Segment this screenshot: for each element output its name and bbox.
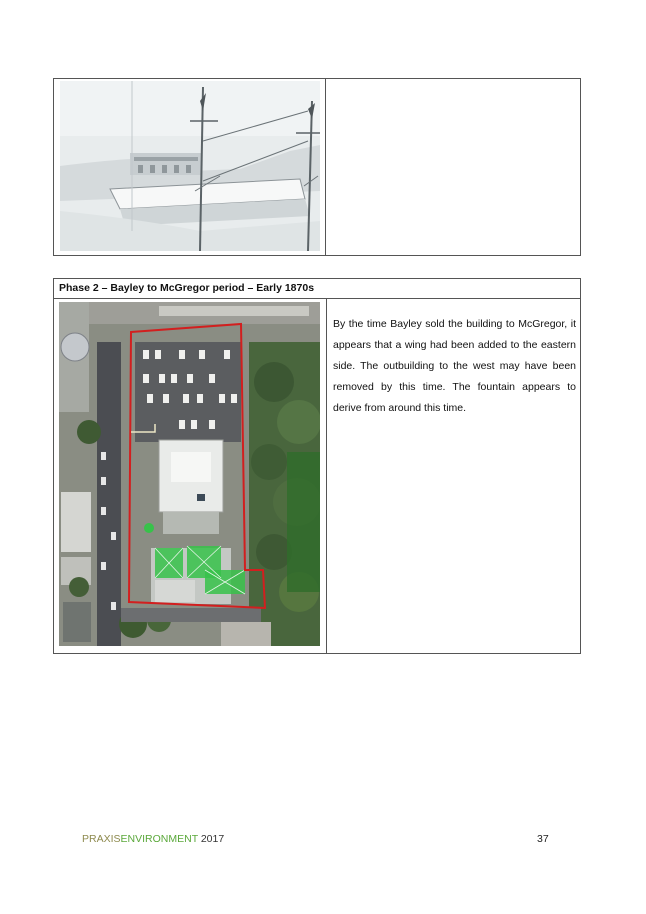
phase-heading: Phase 2 – Bayley to McGregor period – Early 1870s xyxy=(59,282,315,294)
table-column-divider xyxy=(326,299,327,654)
historic-ship-photo xyxy=(60,81,320,251)
footer-brand xyxy=(82,833,224,845)
historic-photo-table xyxy=(53,78,581,256)
table-column-divider xyxy=(325,79,326,255)
phase-2-table xyxy=(53,278,581,654)
brand-praxis: PRAXIS xyxy=(82,833,121,845)
page-number: 37 xyxy=(537,833,549,845)
aerial-site-photo xyxy=(59,302,320,646)
footer-year: 2017 xyxy=(197,833,225,845)
table-header-row xyxy=(54,279,580,299)
brand-environment: ENVIRONMENT xyxy=(120,833,198,845)
phase-description: By the time Bayley sold the building to McGregor, it appears that a wing had been added to the eastern side. The outbuilding to the west may have been removed by this time. The fountain appears to derive from around this time. xyxy=(333,317,576,414)
